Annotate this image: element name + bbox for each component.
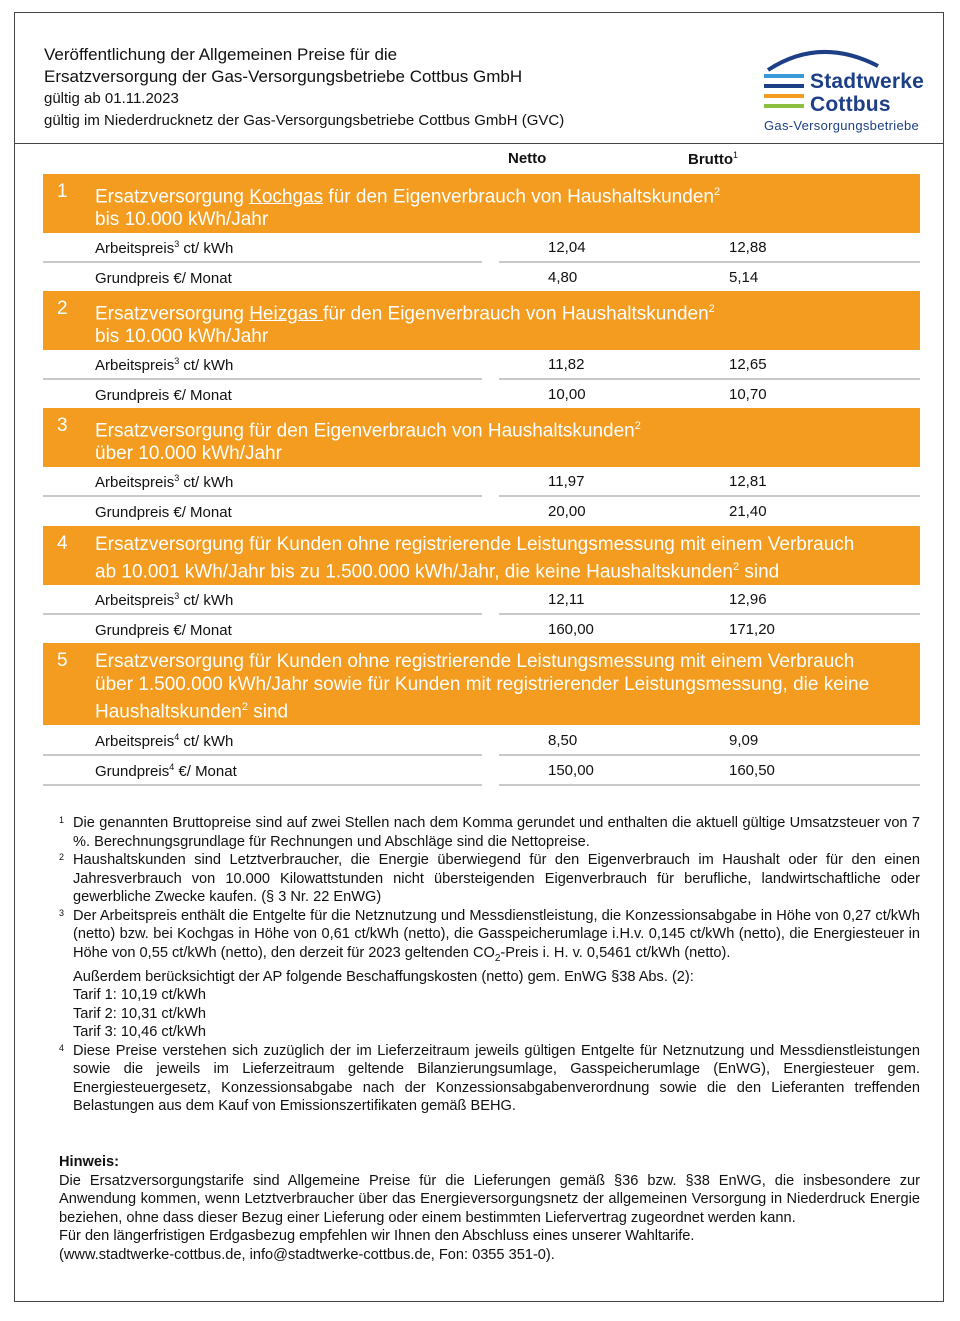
section-5-header [43,643,920,725]
section-title: Ersatzversorgung für Kunden ohne registrierende Leistungsmessung mit einem Verbrauch über 1.500.000 kWh/Jahr sowie für Kunden mit registrierender Leistungsmessung, die keine Haushaltskunden$^2$ sind [95,651,870,723]
footnotes [59,814,920,1116]
brutto-value: 5,14 [729,269,759,286]
price-label: Grundpreis €/ Monat [95,270,232,287]
section-number: 3 [57,415,68,436]
price-row [43,615,920,645]
section-title: Ersatzversorgung Kochgas für den Eigenverbrauch von Haushaltskunden$^2$ bis 10.000 kWh/Jahr [95,186,721,231]
netto-value: 10,00 [548,386,586,403]
netto-value: 12,11 [548,591,585,608]
price-label: Arbeitspreis$^3$ ct/ kWh [95,591,234,609]
price-row [43,497,920,527]
column-header-netto: Netto [508,150,547,167]
hinweis-section [59,1153,920,1264]
hinweis-recommendation: Für den längerfristigen Erdgasbezug empfehlen wir Ihnen den Abschluss eines unserer Wahltarife. [59,1228,695,1244]
footnote-4: 4 Diese Preise verstehen sich zuzüglich der im Lieferzeitraum jeweils gültigen Entgelte für Netznutzung und Messdienstleistungen sowie die jeweils im Lieferzeitraum geltende Bilanzierungsumlage, Gasspeicherumlage (EnWG), Energiesteuer gem. Energiesteuergesetz, Konzessionsabgabe nach der Konzessionsabgabenverordnung sowie die den Lieferanten treffenden Belastungen aus dem Kauf von Emissionszertifikaten gemäß BEHG. [59,1042,920,1115]
section-4-header [43,526,920,585]
price-label: Grundpreis €/ Monat [95,622,232,639]
price-row [43,756,920,786]
logo-bar-darkblue [764,84,804,88]
logo-bar-green [764,104,804,108]
header-title-line2: Ersatzversorgung der Gas-Versorgungsbetriebe Cottbus GmbH [44,67,523,86]
price-row [43,726,920,756]
document-header [44,44,744,132]
brutto-value: 10,70 [729,386,767,403]
price-row [43,585,920,615]
brutto-value: 160,50 [729,762,775,779]
header-valid-from: gültig ab 01.11.2023 [44,90,179,107]
logo-bar-blue [764,74,804,78]
column-header-brutto: Brutto$^1$ [688,150,739,168]
price-label: Arbeitspreis$^3$ ct/ kWh [95,239,234,257]
logo-name-line2: Cottbus [810,93,891,116]
netto-value: 150,00 [548,762,594,779]
price-row [43,263,920,293]
price-row [43,467,920,497]
contact-info: (www.stadtwerke-cottbus.de, info@stadtwerke-cottbus.de, Fon: 0355 351-0). [59,1246,555,1263]
header-divider [14,143,944,144]
brutto-value: 171,20 [729,621,775,638]
section-2-header [43,291,920,350]
header-title-line1: Veröffentlichung der Allgemeinen Preise für die [44,45,398,64]
section-title: Ersatzversorgung für den Eigenverbrauch von Haushaltskunden$^2$ über 10.000 kWh/Jahr [95,420,641,465]
price-label: Arbeitspreis$^3$ ct/ kWh [95,356,234,374]
section-number: 4 [57,533,68,554]
netto-value: 11,97 [548,473,585,490]
price-label: Grundpreis$^4$ €/ Monat [95,762,237,780]
section-title: Ersatzversorgung Heizgas für den Eigenverbrauch von Haushaltskunden$^2$ bis 10.000 kWh/Jahr [95,303,715,348]
brutto-value: 12,96 [729,591,767,608]
price-label: Grundpreis €/ Monat [95,504,232,521]
section-1-header [43,174,920,233]
netto-value: 8,50 [548,732,578,749]
netto-value: 4,80 [548,269,578,286]
price-row [43,350,920,380]
footnote-2: 2 Haushaltskunden sind Letztverbraucher, die Energie überwiegend für den Eigenverbrauch im Haushalt oder für den einen Jahresverbrauch von 10.000 Kilowattstunden nicht übersteigenden Eigenverbrauch für berufliche, landwirtschaftliche oder gewerbliche Zwecke kaufen. (§ 3 Nr. 22 EnWG) [59,852,920,905]
section-number: 2 [57,298,68,319]
logo-bar-orange [764,94,804,98]
header-valid-network: gültig im Niederdrucknetz der Gas-Versorgungsbetriebe Cottbus GmbH (GVC) [44,112,565,129]
netto-value: 160,00 [548,621,594,638]
hinweis-title: Hinweis: [59,1154,120,1170]
section-title: Ersatzversorgung für Kunden ohne registrierende Leistungsmessung mit einem Verbrauch ab 10.001 kWh/Jahr bis zu 1.500.000 kWh/Jahr, die keine Haushaltskunden$^2$ sind [95,534,855,583]
netto-value: 11,82 [548,356,585,373]
section-number: 5 [57,650,68,671]
price-label: Grundpreis €/ Monat [95,387,232,404]
logo-subtitle: Gas-Versorgungsbetriebe [764,118,920,133]
hinweis-paragraph: Die Ersatzversorgungstarife sind Allgemeine Preise für die Lieferungen gemäß §36 bzw. §38 EnWG, die insbesondere zur Anwendung kommen, wenn Letztverbraucher über das Energieversorgungsnetz der allgemeinen Versorgung in Niederdruck Energie beziehen, ohne dass dieser Bezug einer Lieferung oder einem bestimmten Liefervertrag zugeordnet werden kann. [59,1172,920,1226]
price-row [43,233,920,263]
section-number: 1 [57,181,68,202]
brutto-value: 12,65 [729,356,767,373]
brutto-value: 9,09 [729,732,759,749]
price-row [43,380,920,410]
brutto-value: 12,88 [729,239,767,256]
footnote-1: 1 Die genannten Bruttopreise sind auf zwei Stellen nach dem Komma gerundet und enthalten die aktuell gültige Umsatzsteuer von 7 %. Berechnungsgrundlage für Rechnungen und Abschläge sind die Nettopreise. [59,815,920,850]
netto-value: 20,00 [548,503,586,520]
stadtwerke-logo [760,44,940,136]
section-3-header [43,408,920,467]
footnote-3: 3 Der Arbeitspreis enthält die Entgelte für die Netznutzung und Messdienstleistung, die Konzessionsabgabe in Höhe von 0,27 ct/kWh (netto) bzw. bei Kochgas in Höhe von 0,61 ct/kWh (netto), die Gasspeicherumlage i.H.v. 0,145 ct/kWh (netto), die Energiesteuer in Höhe von 0,55 ct/kWh (netto), den derzeit für 2023 geltenden $CO_2$-Preis i. H. v. 0,5461 ct/kWh (netto). Außerdem berücksichtigt der AP folgende Beschaffungskosten (netto) gem. EnWG §38 Abs. (2): Tarif 1: 10,19 ct/kWh Tarif 2: 10,31 ct/kWh Tarif 3: 10,46 ct/kWh [59,907,920,1041]
netto-value: 12,04 [548,239,586,256]
price-label: Arbeitspreis$^3$ ct/ kWh [95,473,234,491]
brutto-value: 21,40 [729,503,767,520]
logo-name-line1: Stadtwerke [810,70,925,93]
brutto-value: 12,81 [729,473,767,490]
price-label: Arbeitspreis$^4$ ct/ kWh [95,732,234,750]
